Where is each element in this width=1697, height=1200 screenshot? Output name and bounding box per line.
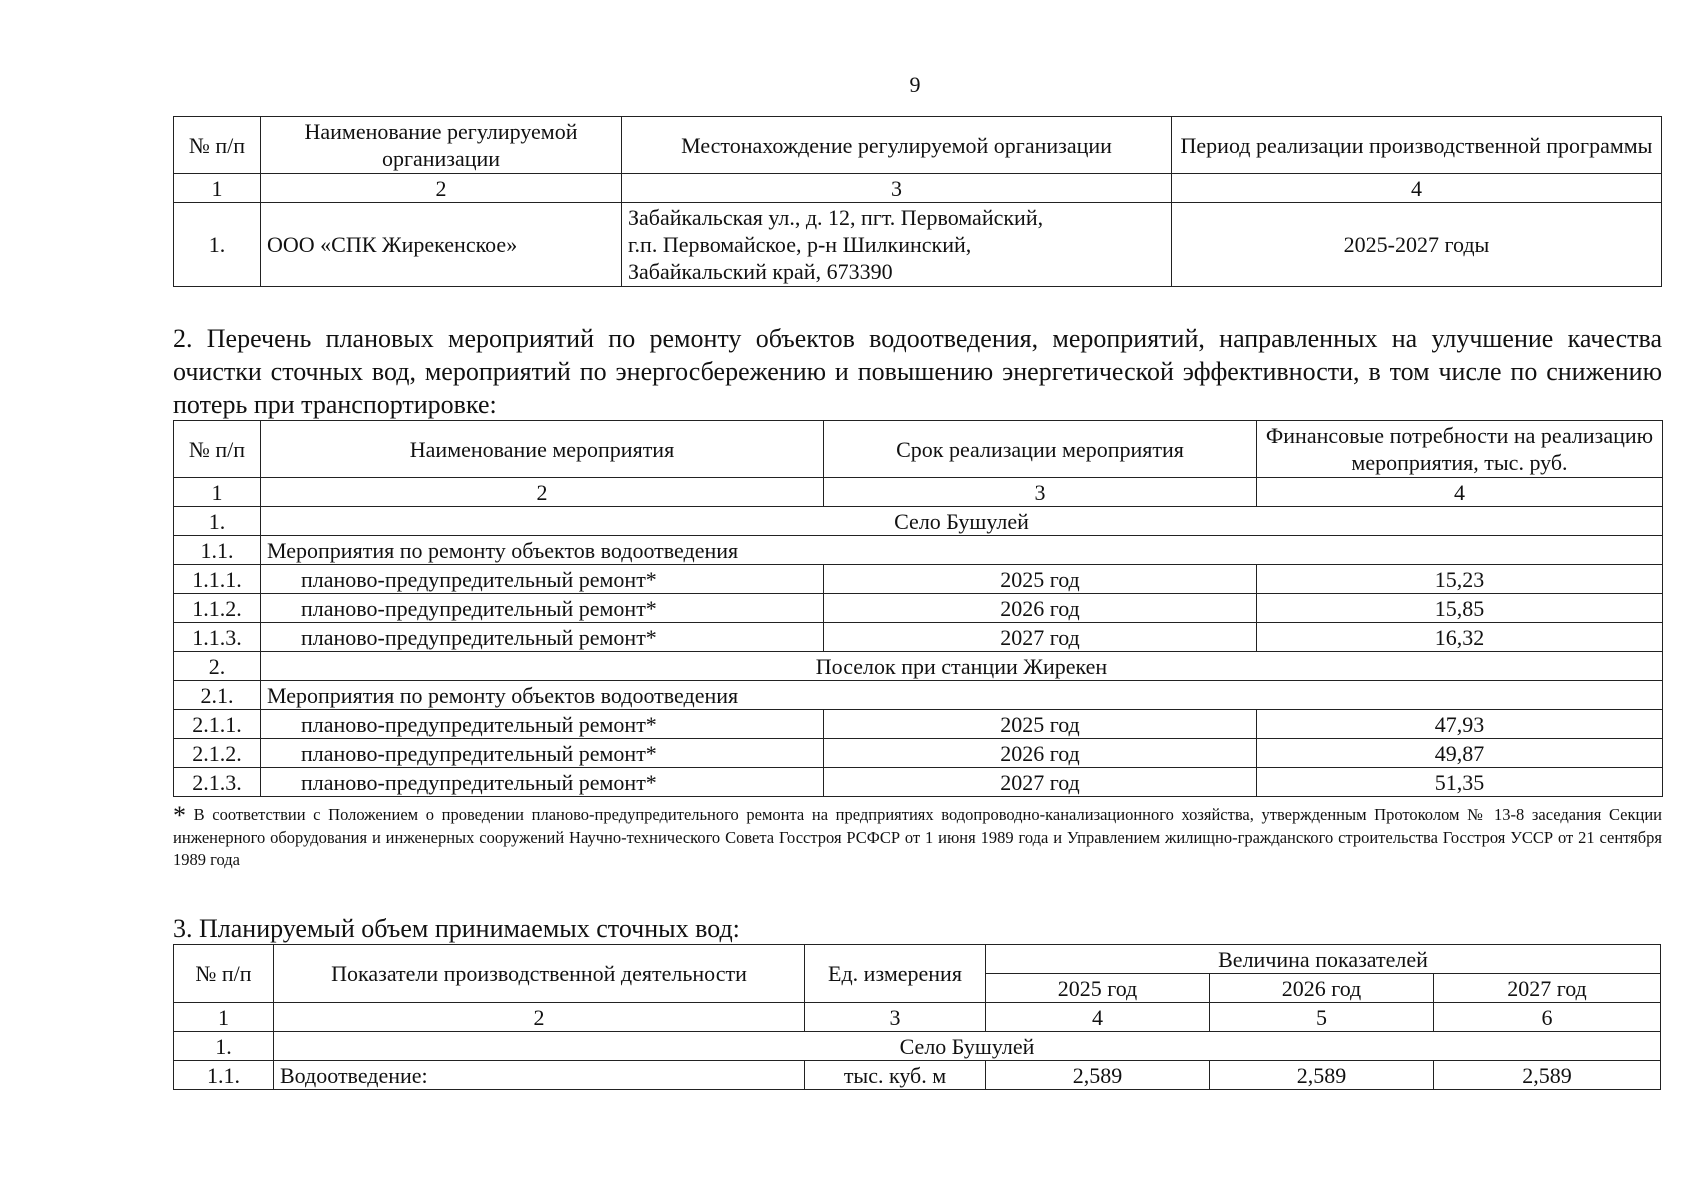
measure-name: планово-предупредительный ремонт* [261, 565, 824, 594]
table-row [174, 536, 1663, 565]
header-measure-name: Наименование мероприятия [261, 421, 824, 478]
table-row [174, 739, 1663, 768]
measure-name: планово-предупредительный ремонт* [261, 594, 824, 623]
col-number: 1 [174, 478, 261, 507]
measure-amount: 51,35 [1257, 768, 1663, 797]
measure-amount: 49,87 [1257, 739, 1663, 768]
measure-name: планово-предупредительный ремонт* [261, 710, 824, 739]
header-year: 2025 год [986, 974, 1210, 1003]
col-number: 3 [824, 478, 1257, 507]
value-2026: 2,589 [1210, 1061, 1434, 1090]
measure-term: 2025 год [824, 565, 1257, 594]
col-number: 3 [622, 174, 1172, 203]
row-num: 1.1. [174, 1061, 274, 1090]
header-org-name: Наименование регулируемой организации [261, 117, 622, 174]
header-year: 2027 год [1434, 974, 1661, 1003]
measures-table [173, 420, 1663, 797]
header-year: 2026 год [1210, 974, 1434, 1003]
measure-name: планово-предупредительный ремонт* [261, 739, 824, 768]
col-number: 4 [1257, 478, 1663, 507]
organization-table [173, 116, 1662, 287]
page-number: 9 [909, 72, 921, 97]
col-number: 1 [174, 174, 261, 203]
header-financing: Финансовые потребности на реализацию мероприятия, тыс. руб. [1257, 421, 1663, 478]
row-num: 1.1.2. [174, 594, 261, 623]
group-label: Мероприятия по ремонту объектов водоотведения [261, 681, 1663, 710]
address-line: Забайкальский край, 673390 [628, 259, 893, 284]
group-label: Мероприятия по ремонту объектов водоотведения [261, 536, 1663, 565]
period: 2025-2027 годы [1172, 203, 1662, 287]
header-num: № п/п [174, 117, 261, 174]
measure-amount: 47,93 [1257, 710, 1663, 739]
wastewater-volume-table [173, 944, 1661, 1090]
unit: тыс. куб. м [805, 1061, 986, 1090]
header-num: № п/п [174, 945, 274, 1003]
value-2027: 2,589 [1434, 1061, 1661, 1090]
col-number: 5 [1210, 1003, 1434, 1032]
measure-term: 2026 год [824, 739, 1257, 768]
row-num: 1.1. [174, 536, 261, 565]
section-label: Поселок при станции Жирекен [261, 652, 1663, 681]
indicator-name: Водоотведение: [274, 1061, 805, 1090]
header-term: Срок реализации мероприятия [824, 421, 1257, 478]
row-num: 2.1.3. [174, 768, 261, 797]
measure-term: 2025 год [824, 710, 1257, 739]
col-number: 4 [986, 1003, 1210, 1032]
table-row [174, 565, 1663, 594]
col-number: 2 [261, 174, 622, 203]
section-label: Село Бушулей [261, 507, 1663, 536]
measure-amount: 15,85 [1257, 594, 1663, 623]
section2-title: 2. Перечень плановых мероприятий по ремонту объектов водоотведения, мероприятий, направленных на улучшение качества очистки сточных вод, мероприятий по энергосбережению и повышению энергетической эффективности, в том числе по снижению потерь при транспортировке: [173, 324, 1662, 419]
measure-amount: 16,32 [1257, 623, 1663, 652]
address-line: г.п. Первомайское, р-н Шилкинский, [628, 232, 972, 257]
measure-term: 2027 год [824, 623, 1257, 652]
table-row [174, 1032, 1661, 1061]
row-num: 2.1.2. [174, 739, 261, 768]
table-row [174, 652, 1663, 681]
value-2025: 2,589 [986, 1061, 1210, 1090]
table-row [174, 594, 1663, 623]
col-number: 1 [174, 1003, 274, 1032]
section3-title: 3. Планируемый объем принимаемых сточных вод: [173, 914, 740, 943]
row-num: 1.1.3. [174, 623, 261, 652]
row-num: 1. [174, 507, 261, 536]
header-values-group: Величина показателей [986, 945, 1661, 974]
table-row [174, 1061, 1661, 1090]
measure-term: 2027 год [824, 768, 1257, 797]
table-row [174, 507, 1663, 536]
col-number: 3 [805, 1003, 986, 1032]
row-num: 1. [174, 203, 261, 287]
header-num: № п/п [174, 421, 261, 478]
measure-term: 2026 год [824, 594, 1257, 623]
footnote-star: * [173, 801, 186, 830]
col-number: 2 [274, 1003, 805, 1032]
measure-name: планово-предупредительный ремонт* [261, 623, 824, 652]
col-number: 4 [1172, 174, 1662, 203]
header-indicator: Показатели производственной деятельности [274, 945, 805, 1003]
footnote [173, 801, 1663, 871]
footnote-text: В соответствии с Положением о проведении планово-предупредительного ремонта на предприятиях водопроводно-канализационного хозяйства, утвержденным Протоколом № 13-8 заседания Секции инженерного оборудования и инженерных сооружений Научно-технического Совета Госстроя РСФСР от 1 июня 1989 года и Управлением жилищно-гражданского строительства Госстроя УССР от 21 сентября 1989 года [173, 805, 1663, 869]
col-number: 6 [1434, 1003, 1661, 1032]
row-num: 1. [174, 1032, 274, 1061]
row-num: 1.1.1. [174, 565, 261, 594]
table-row [174, 710, 1663, 739]
table-row [174, 623, 1663, 652]
header-org-location: Местонахождение регулируемой организации [622, 117, 1172, 174]
row-num: 2.1. [174, 681, 261, 710]
org-name: ООО «СПК Жирекенское» [261, 203, 622, 287]
col-number: 2 [261, 478, 824, 507]
row-num: 2.1.1. [174, 710, 261, 739]
table-row [174, 681, 1663, 710]
section-label: Село Бушулей [274, 1032, 1661, 1061]
header-period: Период реализации производственной программы [1172, 117, 1662, 174]
row-num: 2. [174, 652, 261, 681]
measure-name: планово-предупредительный ремонт* [261, 768, 824, 797]
table-row [174, 768, 1663, 797]
measure-amount: 15,23 [1257, 565, 1663, 594]
header-unit: Ед. измерения [805, 945, 986, 1003]
address-line: Забайкальская ул., д. 12, пгт. Первомайский, [628, 205, 1044, 230]
org-address [622, 203, 1172, 287]
